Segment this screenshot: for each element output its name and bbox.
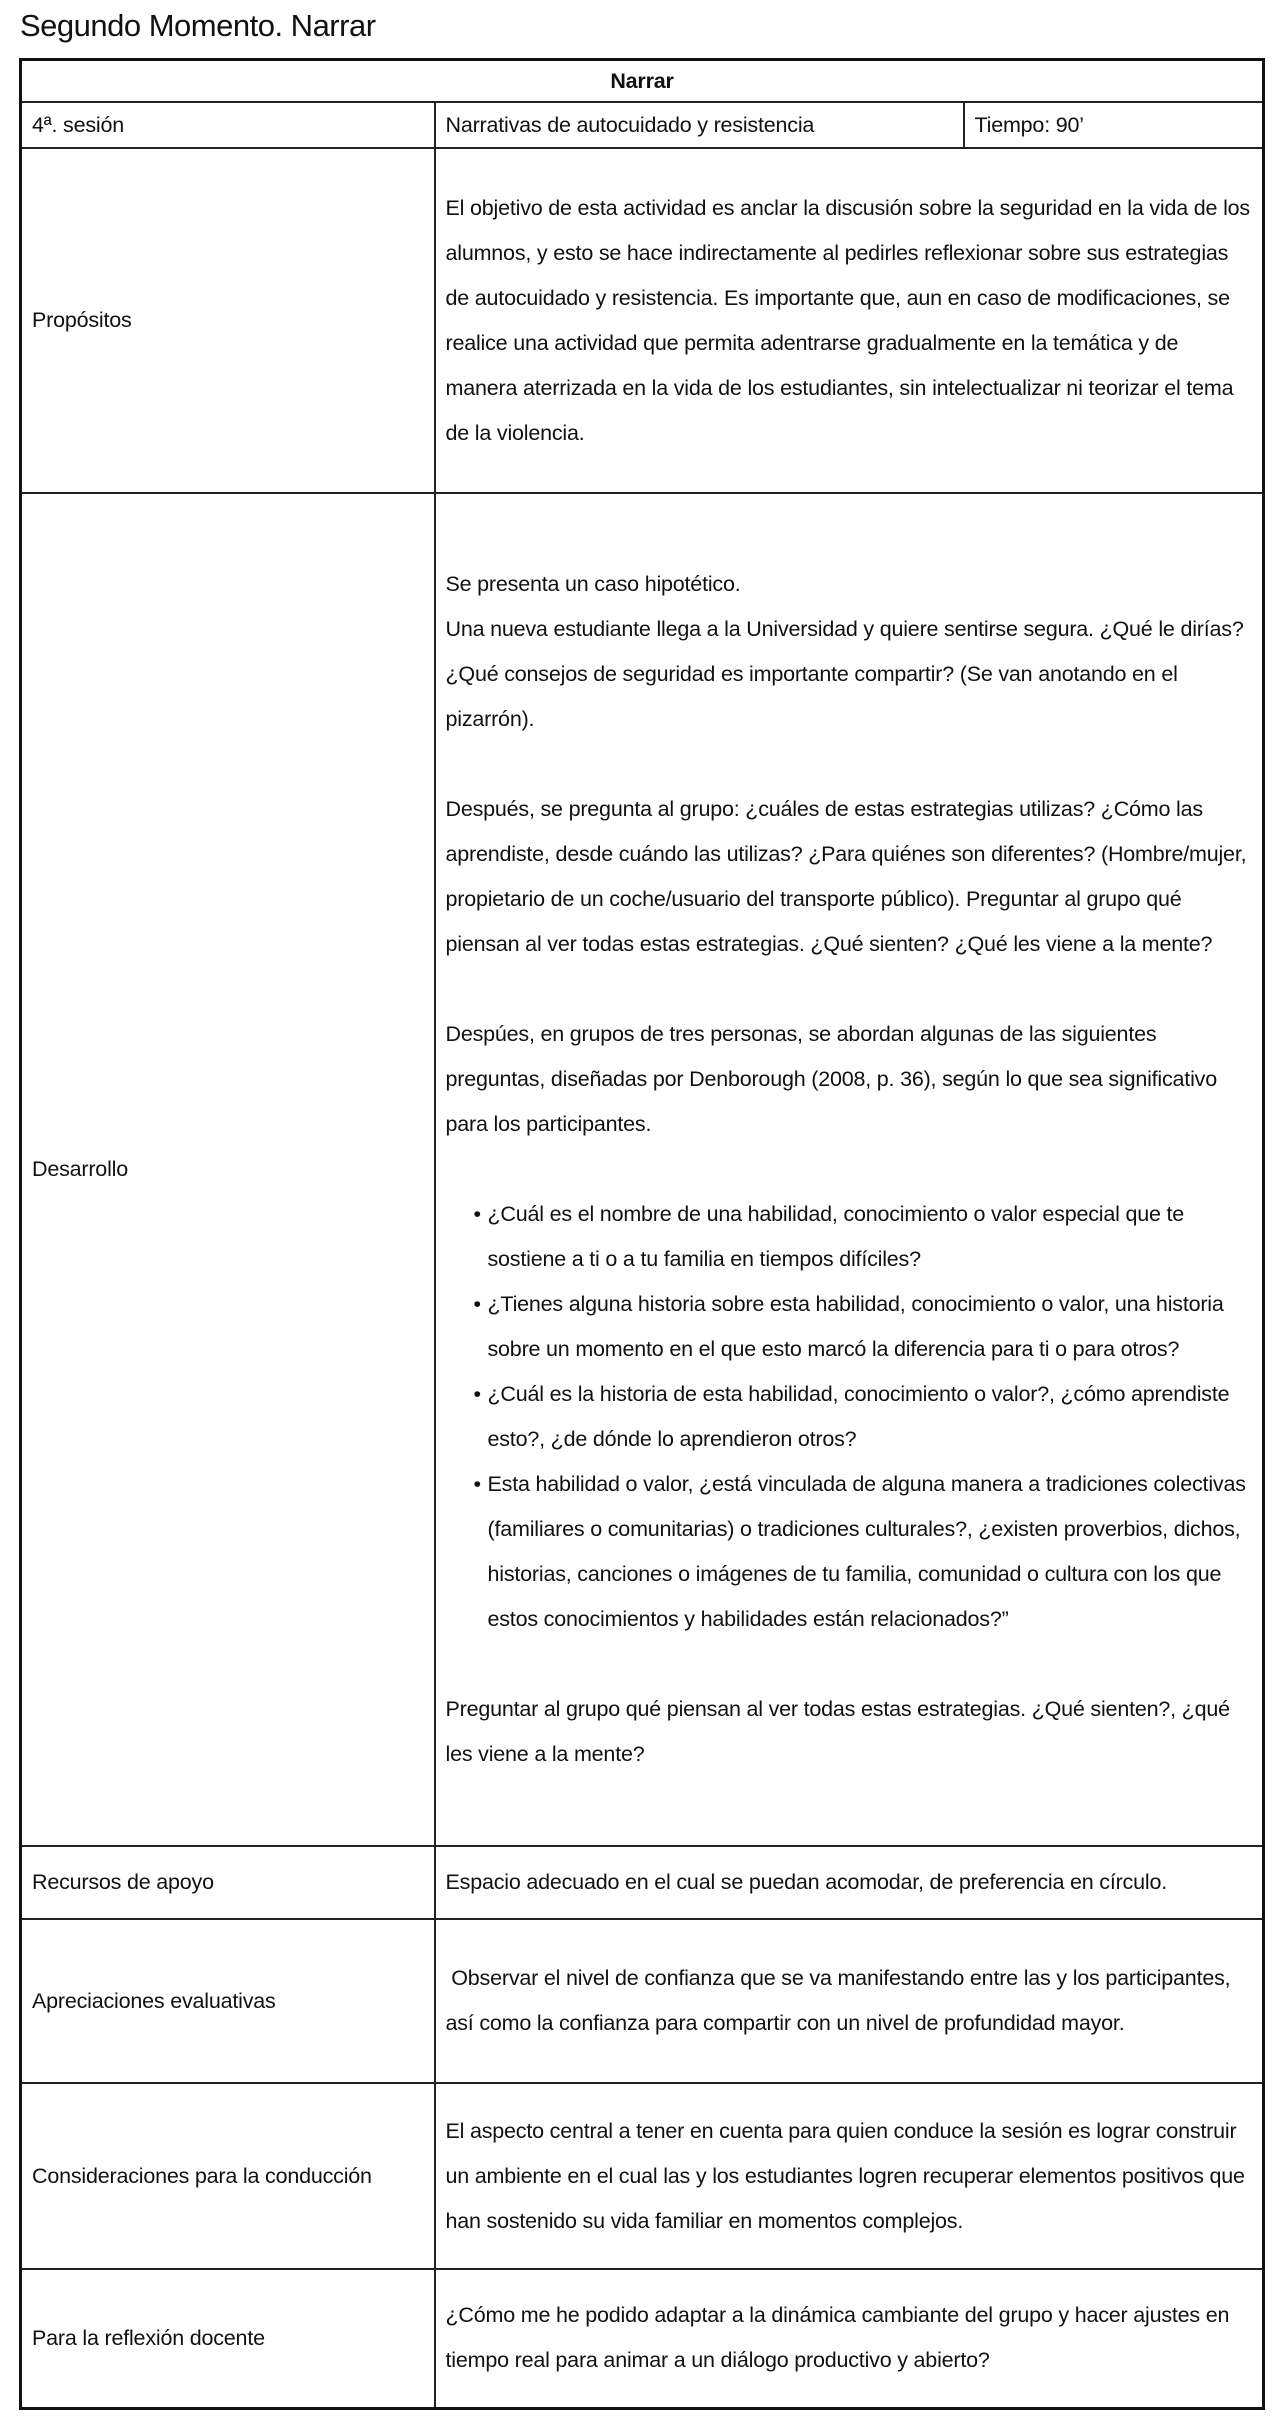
page-title: Segundo Momento. Narrar [20,8,376,43]
row-content: Espacio adecuado en el cual se puedan acomodar, de preferencia en círculo. [435,1846,1264,1919]
paragraph: Después, se pregunta al grupo: ¿cuáles de estas estrategias utilizas? ¿Cómo las aprendiste, desde cuándo las utilizas? ¿Para quiénes son diferentes? (Hombre/mujer, propietario de un coche/usuario del transporte público). Preguntar al grupo qué piensan al ver todas estas estrategias. ¿Qué sienten? ¿Qué les viene a la mente? [445,797,1247,956]
table-header: Narrar [21,60,1264,103]
row-label: Para la reflexión docente [21,2269,435,2408]
paragraph: Una nueva estudiante llega a la Universidad y quiere sentirse segura. ¿Qué le dirías? ¿Qué consejos de seguridad es importante compartir? (Se van anotando en el pizarrón). [445,617,1244,731]
row-content [435,493,1264,1846]
table-row-apreciaciones [21,1919,1264,2083]
session-name: Narrativas de autocuidado y resistencia [435,102,964,148]
list-item: • ¿Tienes alguna historia sobre esta habilidad, conocimiento o valor, una historia sobre un momento en el que esto marcó la diferencia para ti o para otros? [476,1282,1253,1372]
table-row-recursos [21,1846,1264,1919]
list-item: • ¿Cuál es el nombre de una habilidad, conocimiento o valor especial que te sostiene a ti o a tu familia en tiempos difíciles? [476,1192,1253,1282]
table-row-reflexion [21,2269,1264,2408]
table-row-desarrollo [21,493,1264,1846]
row-content: ¿Cómo me he podido adaptar a la dinámica cambiante del grupo y hacer ajustes en tiempo real para animar a un diálogo productivo y abierto? [435,2269,1264,2408]
table-row-propositos [21,148,1264,493]
table-row-consideraciones [21,2083,1264,2269]
row-label: Propósitos [21,148,435,493]
row-label: Desarrollo [21,493,435,1846]
list-item: • ¿Cuál es la historia de esta habilidad, conocimiento o valor?, ¿cómo aprendiste esto?, ¿de dónde lo aprendieron otros? [476,1372,1253,1462]
list-item: • Esta habilidad o valor, ¿está vinculada de alguna manera a tradiciones colectivas (familiares o comunitarias) o tradiciones culturales?, ¿existen proverbios, dichos, historias, canciones o imágenes de tu familia, comunidad o cultura con los que estos conocimientos y habilidades están relacionados?” [476,1462,1253,1642]
table-header-row [21,60,1264,103]
paragraph: Despúes, en grupos de tres personas, se abordan algunas de las siguientes preguntas, diseñadas por Denborough (2008, p. 36), según lo que sea significativo para los participantes. [445,1022,1217,1136]
row-label: Recursos de apoyo [21,1846,435,1919]
session-table [19,58,1265,2410]
row-content: El aspecto central a tener en cuenta para quien conduce la sesión es lograr construir un ambiente en el cual las y los estudiantes logren recuperar elementos positivos que han sostenido su vida familiar en momentos complejos. [435,2083,1264,2269]
session-number: 4ª. sesión [21,102,435,148]
session-row [21,102,1264,148]
row-label: Consideraciones para la conducción [21,2083,435,2269]
question-list [446,1192,1253,1642]
paragraph: Se presenta un caso hipotético. [445,572,741,596]
paragraph: Preguntar al grupo qué piensan al ver todas estas estrategias. ¿Qué sienten?, ¿qué les viene a la mente? [445,1697,1230,1766]
row-content: El objetivo de esta actividad es anclar la discusión sobre la seguridad en la vida de los alumnos, y esto se hace indirectamente al pedirles reflexionar sobre sus estrategias de autocuidado y resistencia. Es importante que, aun en caso de modificaciones, se realice una actividad que permita adentrarse gradualmente en la temática y de manera aterrizada en la vida de los estudiantes, sin intelectualizar ni teorizar el tema de la violencia. [435,148,1264,493]
row-content: Observar el nivel de confianza que se va manifestando entre las y los participantes, así como la confianza para compartir con un nivel de profundidad mayor. [435,1919,1264,2083]
row-label: Apreciaciones evaluativas [21,1919,435,2083]
session-time: Tiempo: 90’ [964,102,1264,148]
